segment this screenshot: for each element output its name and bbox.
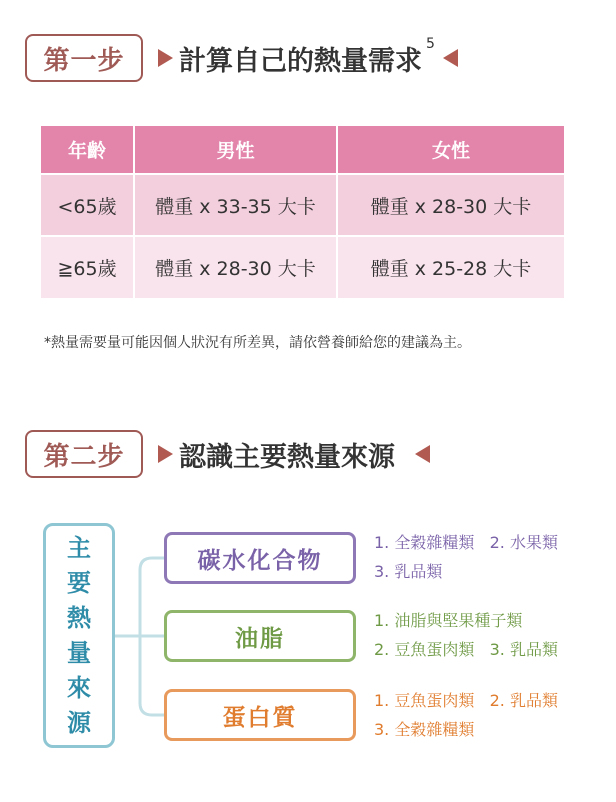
step2-title: 認識主要熱量來源: [179, 441, 395, 473]
step1-badge: 第一步: [25, 34, 143, 82]
source-line: 3. 乳品類: [374, 562, 443, 581]
cell-female: 體重 x 28-30 大卡: [337, 174, 564, 236]
root-char: 量: [67, 638, 91, 667]
main-energy-source-box: [43, 523, 115, 748]
cell-age: ≧65歲: [41, 236, 134, 298]
protein-sources: [374, 686, 558, 744]
root-char: 要: [67, 568, 91, 597]
cell-female: 體重 x 25-28 大卡: [337, 236, 564, 298]
header-male: 男性: [134, 126, 337, 174]
source-line: 1. 全穀雜糧類 2. 水果類: [374, 533, 558, 552]
root-char: 來: [67, 673, 91, 702]
source-line: 1. 油脂與堅果種子類: [374, 611, 523, 630]
cell-male: 體重 x 28-30 大卡: [134, 236, 337, 298]
step1-title: 計算自己的熱量需求: [179, 45, 422, 77]
root-char: 源: [67, 708, 91, 737]
root-char: 熱: [67, 603, 91, 632]
footnote-ref: 5: [426, 36, 435, 52]
source-line: 2. 豆魚蛋肉類 3. 乳品類: [374, 640, 558, 659]
table-note: *熱量需要量可能因個人狀況有所差異，請依營養師給您的建議為主。: [44, 335, 471, 351]
fat-sources: [374, 606, 558, 664]
header-age: 年齡: [41, 126, 134, 174]
root-char: 主: [67, 533, 91, 562]
cell-age: <65歲: [41, 174, 134, 236]
cell-male: 體重 x 33-35 大卡: [134, 174, 337, 236]
category-fat: 油脂: [164, 610, 356, 662]
source-line: 1. 豆魚蛋肉類 2. 乳品類: [374, 691, 558, 710]
carbohydrate-sources: [374, 528, 558, 586]
header-female: 女性: [337, 126, 564, 174]
source-line: 3. 全穀雜糧類: [374, 720, 475, 739]
category-protein: 蛋白質: [164, 689, 356, 741]
step2-badge: 第二步: [25, 430, 143, 478]
category-carbohydrate: 碳水化合物: [164, 532, 356, 584]
